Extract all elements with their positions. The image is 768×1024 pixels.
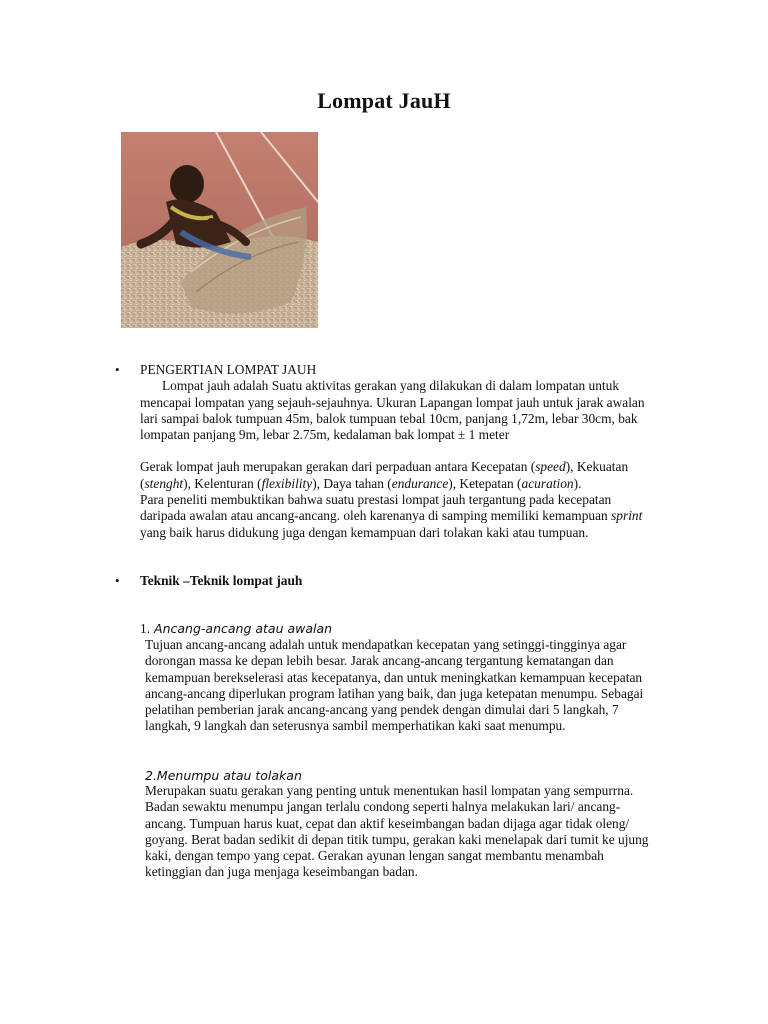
item-1-heading: 1. Ancang-ancang atau awalan (140, 621, 333, 636)
bullet-icon: • (115, 362, 120, 377)
paragraph: Lompat jauh adalah Suatu aktivitas gerakan yang dilakukan di dalam lompatan untuk mencapai lompatan yang sejauh-sejauhnya. Ukuran Lapangan lompat jauh untuk jarak awalan lari sampai balok tumpuan 45m, balok tumpuan tebal 10cm, panjang 1,72m, lebar 30cm, bak lompatan panjang 9m, lebar 2.75m, kedalaman bak lompat ± 1 meter (140, 378, 645, 443)
long-jump-photo (121, 132, 318, 328)
bullet-icon: • (115, 573, 120, 588)
section-pengertian (140, 362, 660, 541)
paragraph: Para peneliti membuktikan bahwa suatu prestasi lompat jauh tergantung pada kecepatan daripada awalan atau ancang-ancang. oleh karenanya di samping memiliki kemampuan sprint yang baik harus didukung juga dengan kemampuan dari tolakan kaki atau tumpuan. (140, 492, 643, 540)
section-heading: PENGERTIAN LOMPAT JAUH (140, 362, 317, 377)
page-title: Lompat JauH (317, 88, 451, 113)
section-teknik-heading: Teknik –Teknik lompat jauh (140, 573, 303, 588)
item-2-heading: 2.Menumpu atau tolakan (145, 768, 302, 783)
paragraph: Gerak lompat jauh merupakan gerakan dari perpaduan antara Kecepatan (speed), Kekuatan (stenght), Kelenturan (flexibility), Daya tahan (endurance), Ketepatan (acuration). (140, 459, 629, 491)
item-2-text: Merupakan suatu gerakan yang penting untuk menentukan hasil lompatan yang sempurrna. Badan sewaktu menumpu jangan terlalu condong seperti halnya melakukan lari/ ancang-ancang. Tumpuan harus kuat, cepat dan aktif keseimbangan badan dijaga agar tidak oleng/ goyang. Berat badan sedikit di depan titik tumpu, gerakan kaki menelapak dari tumit ke ujung kaki, dengan tempo yang cepat. Gerakan ayunan lengan sangat membantu menambah ketinggian dan juga menjaga keseimbangan badan. (145, 783, 649, 880)
item-1-text: Tujuan ancang-ancang adalah untuk mendapatkan kecepatan yang setinggi-tingginya agar dorongan massa ke depan lebih besar. Jarak ancang-ancang tergantung kematangan dan kemampuan berekselerasi atas kecepatanya, dan untuk meningkatkan kemampuan kecepatan ancang-ancang diperlukan program latihan yang baik, dan juga ketepatan menumpu. Sebagai pelatihan pemberian jarak ancang-ancang yang pendek dengan dimulai dari 5 langkah, 7 langkah, 9 langkah dan seterusnya sambil memperhatikan kaki saat menumpu. (145, 637, 644, 734)
long-jump-illustration (121, 132, 318, 328)
